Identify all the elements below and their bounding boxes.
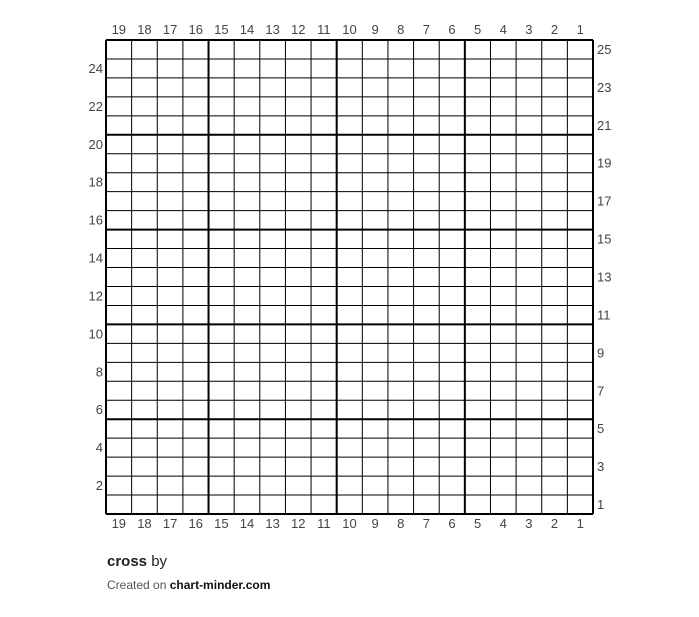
column-label-top: 10 <box>342 22 357 37</box>
column-label-bottom: 6 <box>448 516 456 531</box>
by-text: by <box>151 553 168 570</box>
column-label-top: 3 <box>525 22 533 37</box>
row-label-right: 13 <box>597 269 612 285</box>
column-label-top: 5 <box>474 22 482 37</box>
created-prefix: Created on <box>107 578 167 592</box>
minor-grid-lines <box>106 40 593 514</box>
credit-line <box>107 577 270 593</box>
column-label-bottom: 18 <box>137 516 152 531</box>
pattern-title: cross <box>107 553 148 570</box>
row-label-left: 10 <box>88 326 103 342</box>
column-label-bottom: 17 <box>162 516 178 531</box>
column-label-top: 2 <box>550 22 559 37</box>
column-label-top: 11 <box>317 22 331 37</box>
row-label-right: 23 <box>597 79 612 95</box>
column-label-top: 16 <box>188 22 203 37</box>
row-label-left: 6 <box>95 402 103 418</box>
grid-labels <box>89 22 612 531</box>
column-label-bottom: 11 <box>317 516 331 531</box>
column-label-bottom: 13 <box>265 516 280 531</box>
column-label-top: 18 <box>137 22 152 37</box>
column-label-bottom: 10 <box>342 516 357 531</box>
row-label-right: 5 <box>597 421 605 437</box>
row-label-left: 24 <box>88 60 103 76</box>
row-label-right: 21 <box>597 117 612 133</box>
column-label-bottom: 8 <box>397 516 405 531</box>
column-label-bottom: 15 <box>214 516 229 531</box>
row-label-right: 19 <box>597 155 612 171</box>
column-label-top: 17 <box>162 22 178 37</box>
column-label-bottom: 19 <box>111 516 127 531</box>
row-label-right: 3 <box>597 459 605 475</box>
row-label-left: 14 <box>88 250 103 266</box>
row-label-right: 15 <box>597 231 612 247</box>
column-label-bottom: 2 <box>550 516 559 531</box>
row-label-left: 2 <box>95 478 103 494</box>
major-grid-lines <box>106 40 593 514</box>
column-label-bottom: 12 <box>291 516 306 531</box>
column-label-bottom: 5 <box>474 516 482 531</box>
column-label-bottom: 7 <box>422 516 431 531</box>
row-label-left: 4 <box>95 440 103 456</box>
row-label-right: 9 <box>597 345 605 361</box>
row-label-right: 7 <box>597 383 605 399</box>
column-label-bottom: 9 <box>371 516 379 531</box>
column-label-top: 8 <box>397 22 405 37</box>
chart-footer <box>107 552 270 593</box>
column-label-bottom: 3 <box>525 516 533 531</box>
column-label-top: 1 <box>576 22 584 37</box>
column-label-top: 6 <box>448 22 456 37</box>
row-label-left: 22 <box>88 98 103 114</box>
column-label-bottom: 4 <box>499 516 507 531</box>
column-label-bottom: 1 <box>576 516 584 531</box>
chart-title-line <box>107 552 270 571</box>
column-label-bottom: 16 <box>188 516 203 531</box>
row-label-right: 25 <box>597 41 612 57</box>
column-label-top: 12 <box>291 22 306 37</box>
column-label-top: 4 <box>499 22 507 37</box>
column-label-top: 7 <box>422 22 431 37</box>
row-label-left: 12 <box>88 288 103 304</box>
column-label-top: 13 <box>265 22 280 37</box>
row-label-right: 17 <box>597 193 612 209</box>
row-label-left: 20 <box>88 136 103 152</box>
site-link[interactable]: chart-minder.com <box>169 578 271 592</box>
row-label-right: 11 <box>597 307 611 323</box>
column-label-top: 9 <box>371 22 379 37</box>
column-label-top: 19 <box>111 22 127 37</box>
column-label-bottom: 14 <box>239 516 255 531</box>
row-label-right: 1 <box>597 497 605 513</box>
column-label-top: 15 <box>214 22 229 37</box>
column-label-top: 14 <box>239 22 255 37</box>
row-label-left: 16 <box>88 212 103 228</box>
row-label-left: 18 <box>88 174 103 190</box>
row-label-left: 8 <box>95 364 103 380</box>
